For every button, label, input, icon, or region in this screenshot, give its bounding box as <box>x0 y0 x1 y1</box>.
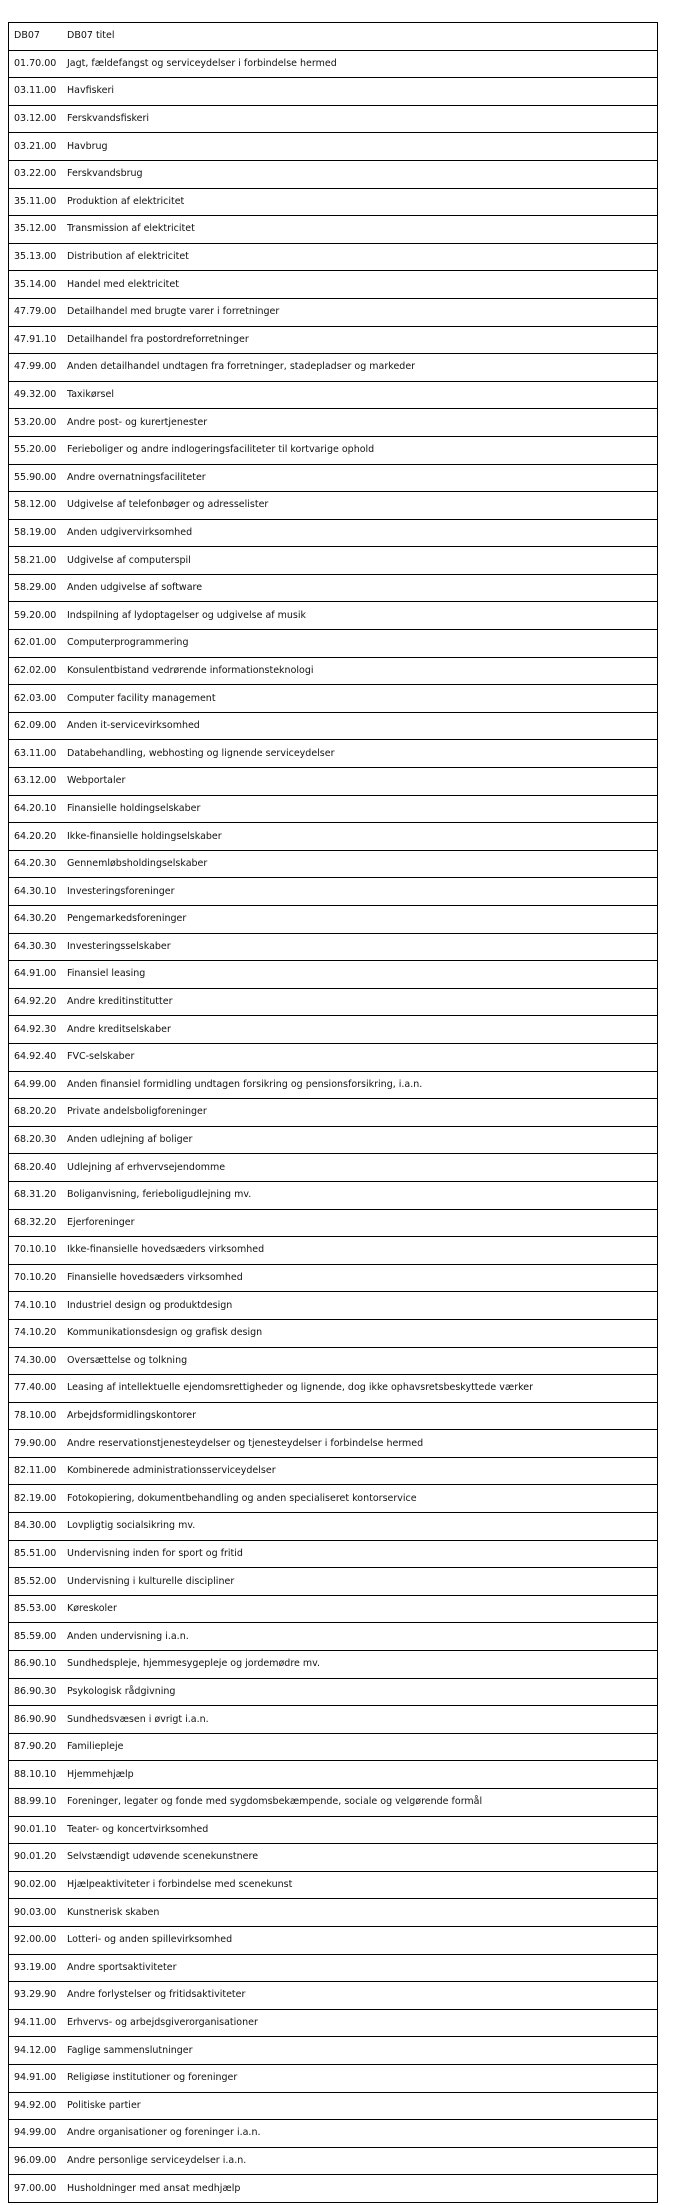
db07-code-cell: 93.29.90 <box>9 1982 63 2010</box>
db07-title-cell: Distribution af elektricitet <box>62 243 658 271</box>
db07-code-cell: 64.20.10 <box>9 795 63 823</box>
table-row <box>9 50 658 78</box>
db07-code-cell: 68.32.20 <box>9 1209 63 1237</box>
table-row <box>9 1871 658 1899</box>
table-row <box>9 1954 658 1982</box>
table-row <box>9 685 658 713</box>
db07-table <box>8 22 658 2203</box>
db07-code-cell: 84.30.00 <box>9 1513 63 1541</box>
table-header-row <box>9 23 658 51</box>
db07-title-cell: Lovpligtig socialsikring mv. <box>62 1513 658 1541</box>
db07-code-cell: 90.01.10 <box>9 1816 63 1844</box>
db07-title-cell: Kommunikationsdesign og grafisk design <box>62 1319 658 1347</box>
db07-title-cell: Religiøse institutioner og foreninger <box>62 2064 658 2092</box>
table-row <box>9 216 658 244</box>
table-row <box>9 740 658 768</box>
db07-code-cell: 77.40.00 <box>9 1375 63 1403</box>
db07-title-cell: Andre post- og kurertjenester <box>62 409 658 437</box>
table-row <box>9 574 658 602</box>
db07-title-cell: Ferieboliger og andre indlogeringsfaciliteter til kortvarige ophold <box>62 436 658 464</box>
table-row <box>9 1099 658 1127</box>
table-row <box>9 961 658 989</box>
table-row <box>9 105 658 133</box>
db07-code-cell: 58.19.00 <box>9 519 63 547</box>
db07-code-cell: 64.20.30 <box>9 850 63 878</box>
db07-title-cell: Webportaler <box>62 768 658 796</box>
table-row <box>9 2037 658 2065</box>
db07-code-cell: 94.92.00 <box>9 2092 63 2120</box>
table-row <box>9 492 658 520</box>
db07-title-cell: Boliganvisning, ferieboligudlejning mv. <box>62 1181 658 1209</box>
db07-code-cell: 90.02.00 <box>9 1871 63 1899</box>
db07-title-cell: Andre sportsaktiviteter <box>62 1954 658 1982</box>
db07-code-cell: 85.59.00 <box>9 1623 63 1651</box>
table-row <box>9 1789 658 1817</box>
db07-code-cell: 62.03.00 <box>9 685 63 713</box>
db07-title-cell: Computerprogrammering <box>62 630 658 658</box>
db07-code-cell: 92.00.00 <box>9 1926 63 1954</box>
table-row <box>9 133 658 161</box>
db07-title-cell: Lotteri- og anden spillevirksomhed <box>62 1926 658 1954</box>
db07-title-cell: Private andelsboligforeninger <box>62 1099 658 1127</box>
table-row <box>9 2147 658 2175</box>
db07-title-cell: Havbrug <box>62 133 658 161</box>
table-row <box>9 1540 658 1568</box>
table-row <box>9 1016 658 1044</box>
db07-title-cell: Finansielle holdingselskaber <box>62 795 658 823</box>
db07-code-cell: 64.30.30 <box>9 933 63 961</box>
table-row <box>9 2175 658 2203</box>
db07-code-cell: 55.20.00 <box>9 436 63 464</box>
table-row <box>9 1844 658 1872</box>
table-row <box>9 188 658 216</box>
db07-title-cell: Konsulentbistand vedrørende informationsteknologi <box>62 657 658 685</box>
db07-title-cell: Undervisning i kulturelle discipliner <box>62 1568 658 1596</box>
table-row <box>9 2092 658 2120</box>
db07-code-cell: 58.12.00 <box>9 492 63 520</box>
db07-title-cell: Produktion af elektricitet <box>62 188 658 216</box>
db07-code-cell: 86.90.90 <box>9 1706 63 1734</box>
table-row <box>9 1209 658 1237</box>
table-row <box>9 1347 658 1375</box>
header-db07: DB07 <box>9 23 63 51</box>
db07-title-cell: Leasing af intellektuelle ejendomsrettigheder og lignende, dog ikke ophavsretsbeskyttede værker <box>62 1375 658 1403</box>
db07-code-cell: 03.22.00 <box>9 160 63 188</box>
table-row <box>9 2009 658 2037</box>
table-body <box>9 23 658 2203</box>
db07-code-cell: 62.01.00 <box>9 630 63 658</box>
db07-code-cell: 88.99.10 <box>9 1789 63 1817</box>
table-row <box>9 1430 658 1458</box>
db07-code-cell: 49.32.00 <box>9 381 63 409</box>
db07-title-cell: Investeringsforeninger <box>62 878 658 906</box>
db07-code-cell: 03.12.00 <box>9 105 63 133</box>
table-row <box>9 1126 658 1154</box>
db07-title-cell: Taxikørsel <box>62 381 658 409</box>
db07-code-cell: 64.30.20 <box>9 906 63 934</box>
db07-title-cell: Jagt, fældefangst og serviceydelser i forbindelse hermed <box>62 50 658 78</box>
table-row <box>9 906 658 934</box>
db07-title-cell: Køreskoler <box>62 1595 658 1623</box>
db07-title-cell: Erhvervs- og arbejdsgiverorganisationer <box>62 2009 658 2037</box>
db07-code-cell: 86.90.30 <box>9 1678 63 1706</box>
db07-title-cell: Teater- og koncertvirksomhed <box>62 1816 658 1844</box>
db07-title-cell: Investeringsselskaber <box>62 933 658 961</box>
table-row <box>9 1816 658 1844</box>
db07-title-cell: Sundhedspleje, hjemmesygepleje og jordemødre mv. <box>62 1651 658 1679</box>
table-row <box>9 1457 658 1485</box>
table-row <box>9 547 658 575</box>
db07-title-cell: Andre personlige serviceydelser i.a.n. <box>62 2147 658 2175</box>
db07-code-cell: 74.30.00 <box>9 1347 63 1375</box>
db07-code-cell: 47.99.00 <box>9 354 63 382</box>
db07-code-cell: 74.10.10 <box>9 1292 63 1320</box>
db07-code-cell: 78.10.00 <box>9 1402 63 1430</box>
table-row <box>9 1319 658 1347</box>
table-row <box>9 2064 658 2092</box>
table-row <box>9 271 658 299</box>
db07-code-cell: 35.11.00 <box>9 188 63 216</box>
table-row <box>9 298 658 326</box>
db07-title-cell: Industriel design og produktdesign <box>62 1292 658 1320</box>
db07-code-cell: 85.52.00 <box>9 1568 63 1596</box>
table-row <box>9 78 658 106</box>
db07-title-cell: Anden undervisning i.a.n. <box>62 1623 658 1651</box>
db07-title-cell: Anden detailhandel undtagen fra forretninger, stadepladser og markeder <box>62 354 658 382</box>
table-row <box>9 354 658 382</box>
db07-code-cell: 47.79.00 <box>9 298 63 326</box>
db07-title-cell: Pengemarkedsforeninger <box>62 906 658 934</box>
db07-title-cell: Undervisning inden for sport og fritid <box>62 1540 658 1568</box>
db07-code-cell: 62.02.00 <box>9 657 63 685</box>
db07-title-cell: Ejerforeninger <box>62 1209 658 1237</box>
db07-code-cell: 35.13.00 <box>9 243 63 271</box>
db07-code-cell: 90.03.00 <box>9 1899 63 1927</box>
table-row <box>9 823 658 851</box>
db07-code-cell: 64.91.00 <box>9 961 63 989</box>
db07-title-cell: Kombinerede administrationsserviceydelser <box>62 1457 658 1485</box>
table-row <box>9 1292 658 1320</box>
db07-code-cell: 35.14.00 <box>9 271 63 299</box>
table-row <box>9 436 658 464</box>
db07-code-cell: 64.92.20 <box>9 988 63 1016</box>
table-row <box>9 795 658 823</box>
db07-title-cell: Andre reservationstjenesteydelser og tjenesteydelser i forbindelse hermed <box>62 1430 658 1458</box>
table-row <box>9 409 658 437</box>
db07-code-cell: 96.09.00 <box>9 2147 63 2175</box>
db07-title-cell: Anden udgivelse af software <box>62 574 658 602</box>
table-row <box>9 243 658 271</box>
db07-title-cell: Detailhandel fra postordreforretninger <box>62 326 658 354</box>
db07-title-cell: Sundhedsvæsen i øvrigt i.a.n. <box>62 1706 658 1734</box>
db07-code-cell: 86.90.10 <box>9 1651 63 1679</box>
table-row <box>9 160 658 188</box>
db07-code-cell: 03.21.00 <box>9 133 63 161</box>
table-row <box>9 878 658 906</box>
table-row <box>9 657 658 685</box>
db07-code-cell: 03.11.00 <box>9 78 63 106</box>
db07-title-cell: Selvstændigt udøvende scenekunstnere <box>62 1844 658 1872</box>
header-db07-title: DB07 titel <box>62 23 658 51</box>
db07-code-cell: 55.90.00 <box>9 464 63 492</box>
db07-code-cell: 64.92.40 <box>9 1043 63 1071</box>
db07-code-cell: 82.19.00 <box>9 1485 63 1513</box>
db07-title-cell: Andre kreditinstitutter <box>62 988 658 1016</box>
db07-code-cell: 94.11.00 <box>9 2009 63 2037</box>
db07-code-cell: 85.51.00 <box>9 1540 63 1568</box>
db07-code-cell: 63.12.00 <box>9 768 63 796</box>
db07-code-cell: 94.99.00 <box>9 2120 63 2148</box>
db07-code-cell: 68.20.40 <box>9 1154 63 1182</box>
db07-code-cell: 82.11.00 <box>9 1457 63 1485</box>
table-row <box>9 1761 658 1789</box>
db07-title-cell: Handel med elektricitet <box>62 271 658 299</box>
table-row <box>9 1651 658 1679</box>
table-row <box>9 1926 658 1954</box>
table-row <box>9 326 658 354</box>
db07-code-cell: 68.20.30 <box>9 1126 63 1154</box>
db07-code-cell: 59.20.00 <box>9 602 63 630</box>
db07-title-cell: Databehandling, webhosting og lignende serviceydelser <box>62 740 658 768</box>
db07-title-cell: Transmission af elektricitet <box>62 216 658 244</box>
db07-title-cell: Finansielle hovedsæders virksomhed <box>62 1264 658 1292</box>
db07-code-cell: 79.90.00 <box>9 1430 63 1458</box>
table-row <box>9 1043 658 1071</box>
db07-code-cell: 97.00.00 <box>9 2175 63 2203</box>
table-row <box>9 1568 658 1596</box>
db07-title-cell: Anden udgivervirksomhed <box>62 519 658 547</box>
db07-title-cell: Psykologisk rådgivning <box>62 1678 658 1706</box>
db07-title-cell: Indspilning af lydoptagelser og udgivelse af musik <box>62 602 658 630</box>
db07-title-cell: Andre forlystelser og fritidsaktiviteter <box>62 1982 658 2010</box>
table-row <box>9 1485 658 1513</box>
db07-title-cell: Anden it-servicevirksomhed <box>62 712 658 740</box>
db07-code-cell: 01.70.00 <box>9 50 63 78</box>
db07-code-cell: 35.12.00 <box>9 216 63 244</box>
db07-code-cell: 64.20.20 <box>9 823 63 851</box>
db07-title-cell: Arbejdsformidlingskontorer <box>62 1402 658 1430</box>
table-row <box>9 602 658 630</box>
db07-code-cell: 64.30.10 <box>9 878 63 906</box>
table-row <box>9 464 658 492</box>
db07-code-cell: 64.92.30 <box>9 1016 63 1044</box>
db07-code-cell: 63.11.00 <box>9 740 63 768</box>
db07-title-cell: Hjælpeaktiviteter i forbindelse med scenekunst <box>62 1871 658 1899</box>
db07-title-cell: Computer facility management <box>62 685 658 713</box>
db07-title-cell: Havfiskeri <box>62 78 658 106</box>
db07-title-cell: Detailhandel med brugte varer i forretninger <box>62 298 658 326</box>
db07-code-cell: 94.12.00 <box>9 2037 63 2065</box>
table-row <box>9 381 658 409</box>
table-row <box>9 1181 658 1209</box>
table-row <box>9 1154 658 1182</box>
table-row <box>9 630 658 658</box>
db07-title-cell: Udgivelse af telefonbøger og adresselister <box>62 492 658 520</box>
table-row <box>9 1595 658 1623</box>
db07-title-cell: Ferskvandsfiskeri <box>62 105 658 133</box>
table-row <box>9 1237 658 1265</box>
table-row <box>9 1264 658 1292</box>
db07-title-cell: Ikke-finansielle hovedsæders virksomhed <box>62 1237 658 1265</box>
db07-title-cell: Politiske partier <box>62 2092 658 2120</box>
db07-code-cell: 58.21.00 <box>9 547 63 575</box>
table-row <box>9 519 658 547</box>
db07-title-cell: Ikke-finansielle holdingselskaber <box>62 823 658 851</box>
db07-title-cell: Husholdninger med ansat medhjælp <box>62 2175 658 2203</box>
db07-title-cell: Faglige sammenslutninger <box>62 2037 658 2065</box>
db07-code-cell: 87.90.20 <box>9 1733 63 1761</box>
db07-title-cell: Kunstnerisk skaben <box>62 1899 658 1927</box>
table-row <box>9 1375 658 1403</box>
db07-title-cell: Anden udlejning af boliger <box>62 1126 658 1154</box>
table-row <box>9 1513 658 1541</box>
db07-title-cell: Andre overnatningsfaciliteter <box>62 464 658 492</box>
table-row <box>9 1899 658 1927</box>
db07-title-cell: Udgivelse af computerspil <box>62 547 658 575</box>
db07-title-cell: Andre kreditselskaber <box>62 1016 658 1044</box>
db07-code-cell: 47.91.10 <box>9 326 63 354</box>
db07-title-cell: Anden finansiel formidling undtagen forsikring og pensionsforsikring, i.a.n. <box>62 1071 658 1099</box>
db07-code-cell: 90.01.20 <box>9 1844 63 1872</box>
db07-code-cell: 70.10.10 <box>9 1237 63 1265</box>
db07-code-cell: 64.99.00 <box>9 1071 63 1099</box>
db07-title-cell: Udlejning af erhvervsejendomme <box>62 1154 658 1182</box>
db07-code-cell: 68.31.20 <box>9 1181 63 1209</box>
db07-title-cell: Foreninger, legater og fonde med sygdomsbekæmpende, sociale og velgørende formål <box>62 1789 658 1817</box>
db07-title-cell: FVC-selskaber <box>62 1043 658 1071</box>
table-row <box>9 1982 658 2010</box>
db07-code-cell: 68.20.20 <box>9 1099 63 1127</box>
table-row <box>9 1733 658 1761</box>
db07-title-cell: Gennemløbsholdingselskaber <box>62 850 658 878</box>
db07-code-cell: 70.10.20 <box>9 1264 63 1292</box>
db07-code-cell: 62.09.00 <box>9 712 63 740</box>
db07-code-cell: 85.53.00 <box>9 1595 63 1623</box>
db07-code-cell: 93.19.00 <box>9 1954 63 1982</box>
db07-code-cell: 74.10.20 <box>9 1319 63 1347</box>
table-row <box>9 2120 658 2148</box>
table-row <box>9 1706 658 1734</box>
table-row <box>9 1623 658 1651</box>
db07-title-cell: Oversættelse og tolkning <box>62 1347 658 1375</box>
db07-code-cell: 58.29.00 <box>9 574 63 602</box>
table-row <box>9 850 658 878</box>
table-row <box>9 712 658 740</box>
db07-title-cell: Familiepleje <box>62 1733 658 1761</box>
db07-title-cell: Ferskvandsbrug <box>62 160 658 188</box>
db07-title-cell: Fotokopiering, dokumentbehandling og anden specialiseret kontorservice <box>62 1485 658 1513</box>
db07-code-cell: 88.10.10 <box>9 1761 63 1789</box>
db07-code-cell: 94.91.00 <box>9 2064 63 2092</box>
db07-code-cell: 53.20.00 <box>9 409 63 437</box>
table-row <box>9 1402 658 1430</box>
table-row <box>9 933 658 961</box>
db07-title-cell: Finansiel leasing <box>62 961 658 989</box>
table-row <box>9 1678 658 1706</box>
table-row <box>9 768 658 796</box>
table-row <box>9 988 658 1016</box>
db07-title-cell: Andre organisationer og foreninger i.a.n. <box>62 2120 658 2148</box>
table-row <box>9 1071 658 1099</box>
db07-title-cell: Hjemmehjælp <box>62 1761 658 1789</box>
